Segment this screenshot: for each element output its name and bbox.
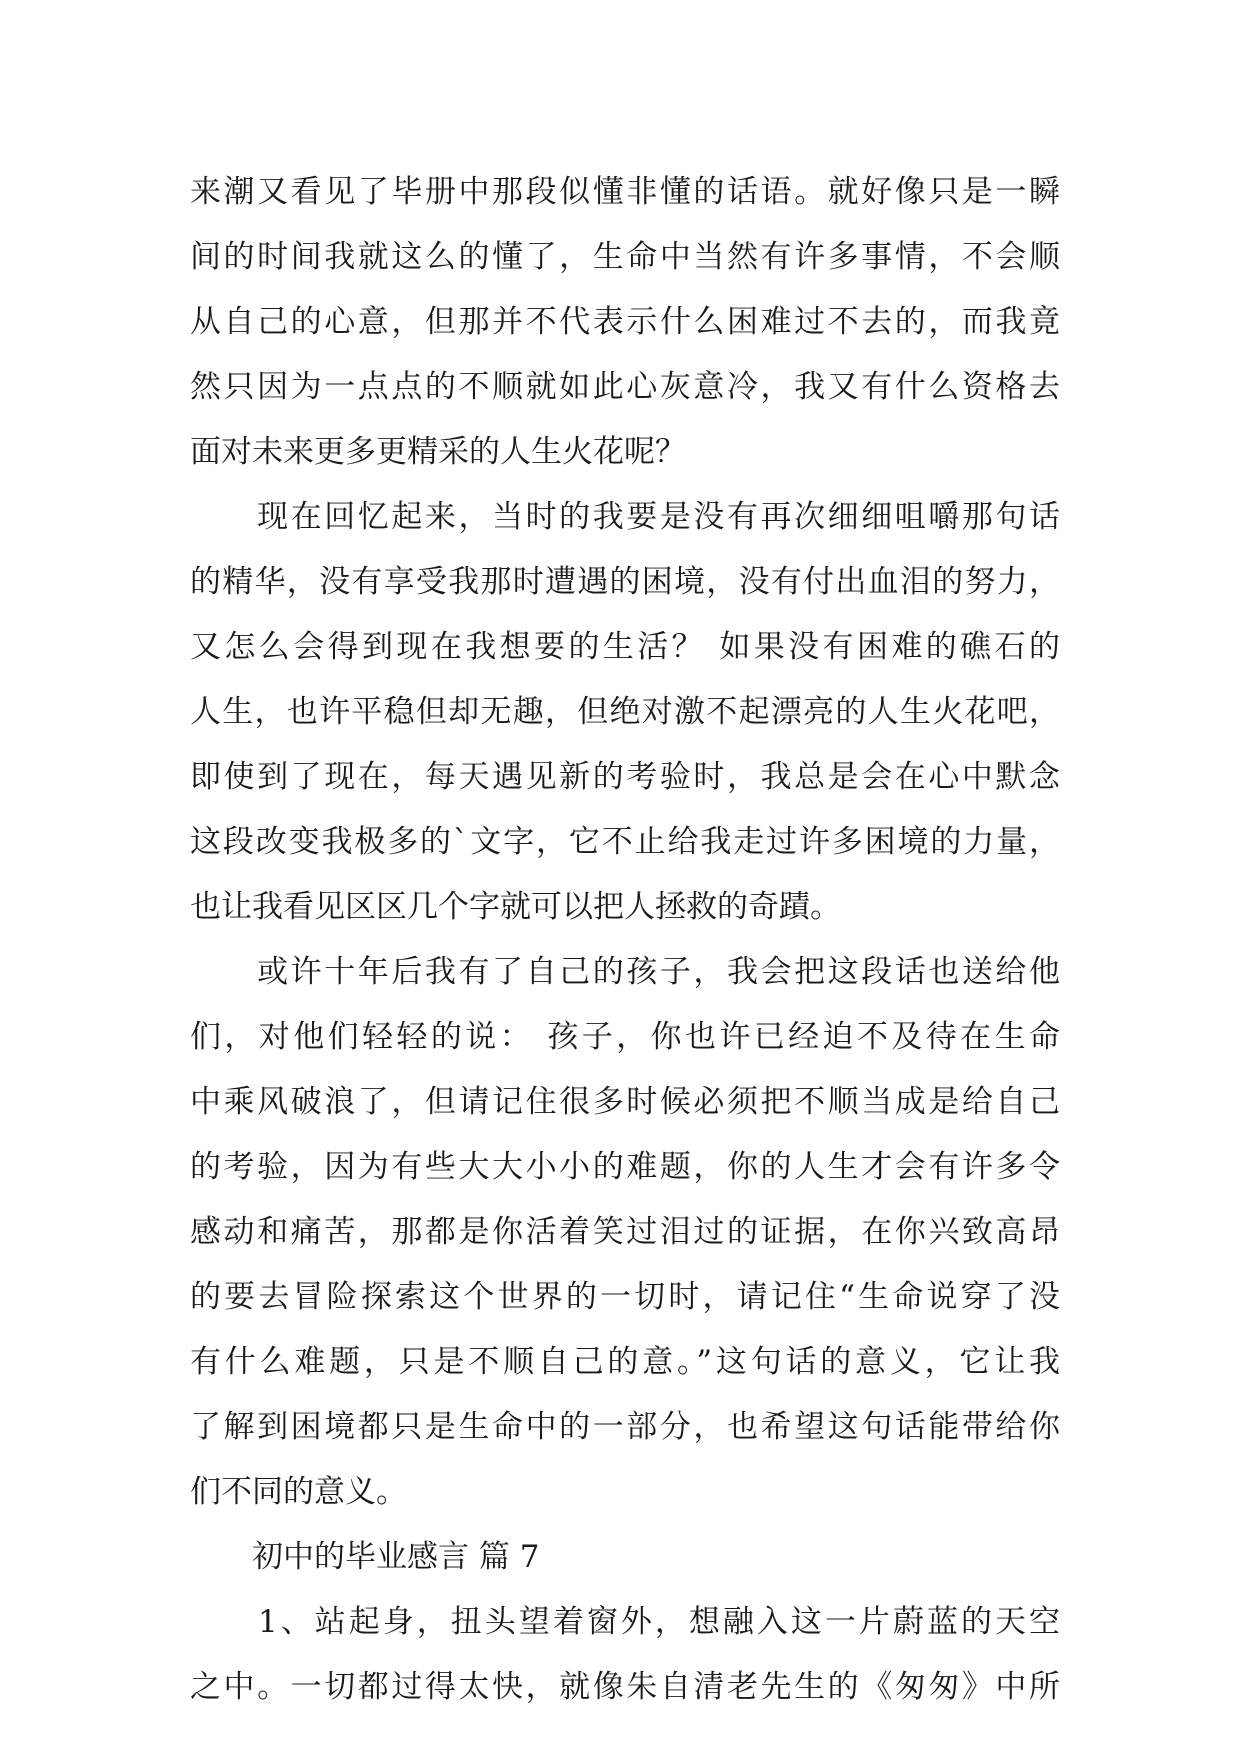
text-line: 们不同的意义。 [190,1474,407,1510]
document-body [190,160,1060,1720]
text-line: 或许十年后我有了自己的孩子，我会把这段话也送给他 [190,954,1060,990]
text-line: 了解到困境都只是生命中的一部分，也希望这句话能带给你 [190,1409,1060,1445]
text-line: 们，对他们轻轻的说： 孩子，你也许已经迫不及待在生命 [190,1019,1060,1055]
text-line: 现在回忆起来，当时的我要是没有再次细细咀嚼那句话 [190,499,1060,535]
text-line: 1、站起身，扭头望着窗外，想融入这一片蔚蓝的天空 [190,1604,1060,1640]
text-line: 即使到了现在，每天遇见新的考验时，我总是会在心中默念 [190,759,1060,795]
text-line: 有什么难题，只是不顺自己的意。”这句话的意义，它让我 [190,1344,1060,1380]
text-line: 感动和痛苦，那都是你活着笑过泪过的证据，在你兴致高昂 [190,1214,1060,1250]
text-line: 从自己的心意，但那并不代表示什么困难过不去的，而我竟 [190,304,1060,340]
text-line: 间的时间我就这么的懂了，生命中当然有许多事情，不会顺 [190,239,1060,275]
text-line: 的考验，因为有些大大小小的难题，你的人生才会有许多令 [190,1149,1060,1185]
section-heading: 初中的毕业感言 篇 7 [190,1539,540,1575]
text-line: 又怎么会得到现在我想要的生活？ 如果没有困难的礁石的 [190,629,1060,665]
text-line: 的精华，没有享受我那时遭遇的困境，没有付出血泪的努力， [190,564,1060,600]
text-line: 这段改变我极多的`文字，它不止给我走过许多困境的力量， [190,824,1060,860]
text-line: 然只因为一点点的不顺就如此心灰意冷，我又有什么资格去 [190,369,1060,405]
text-line: 来潮又看见了毕册中那段似懂非懂的话语。就好像只是一瞬 [190,174,1060,210]
text-line: 面对未来更多更精采的人生火花呢？ [190,434,686,470]
text-line: 的要去冒险探索这个世界的一切时，请记住“生命说穿了没 [190,1279,1060,1315]
text-line: 中乘风破浪了，但请记住很多时候必须把不顺当成是给自己 [190,1084,1060,1120]
text-line: 人生，也许平稳但却无趣，但绝对激不起漂亮的人生火花吧， [190,694,1060,730]
text-line: 之中。一切都过得太快，就像朱自清老先生的《匆匆》中所 [190,1669,1060,1705]
text-line: 也让我看见区区几个字就可以把人拯救的奇蹟。 [190,889,841,925]
